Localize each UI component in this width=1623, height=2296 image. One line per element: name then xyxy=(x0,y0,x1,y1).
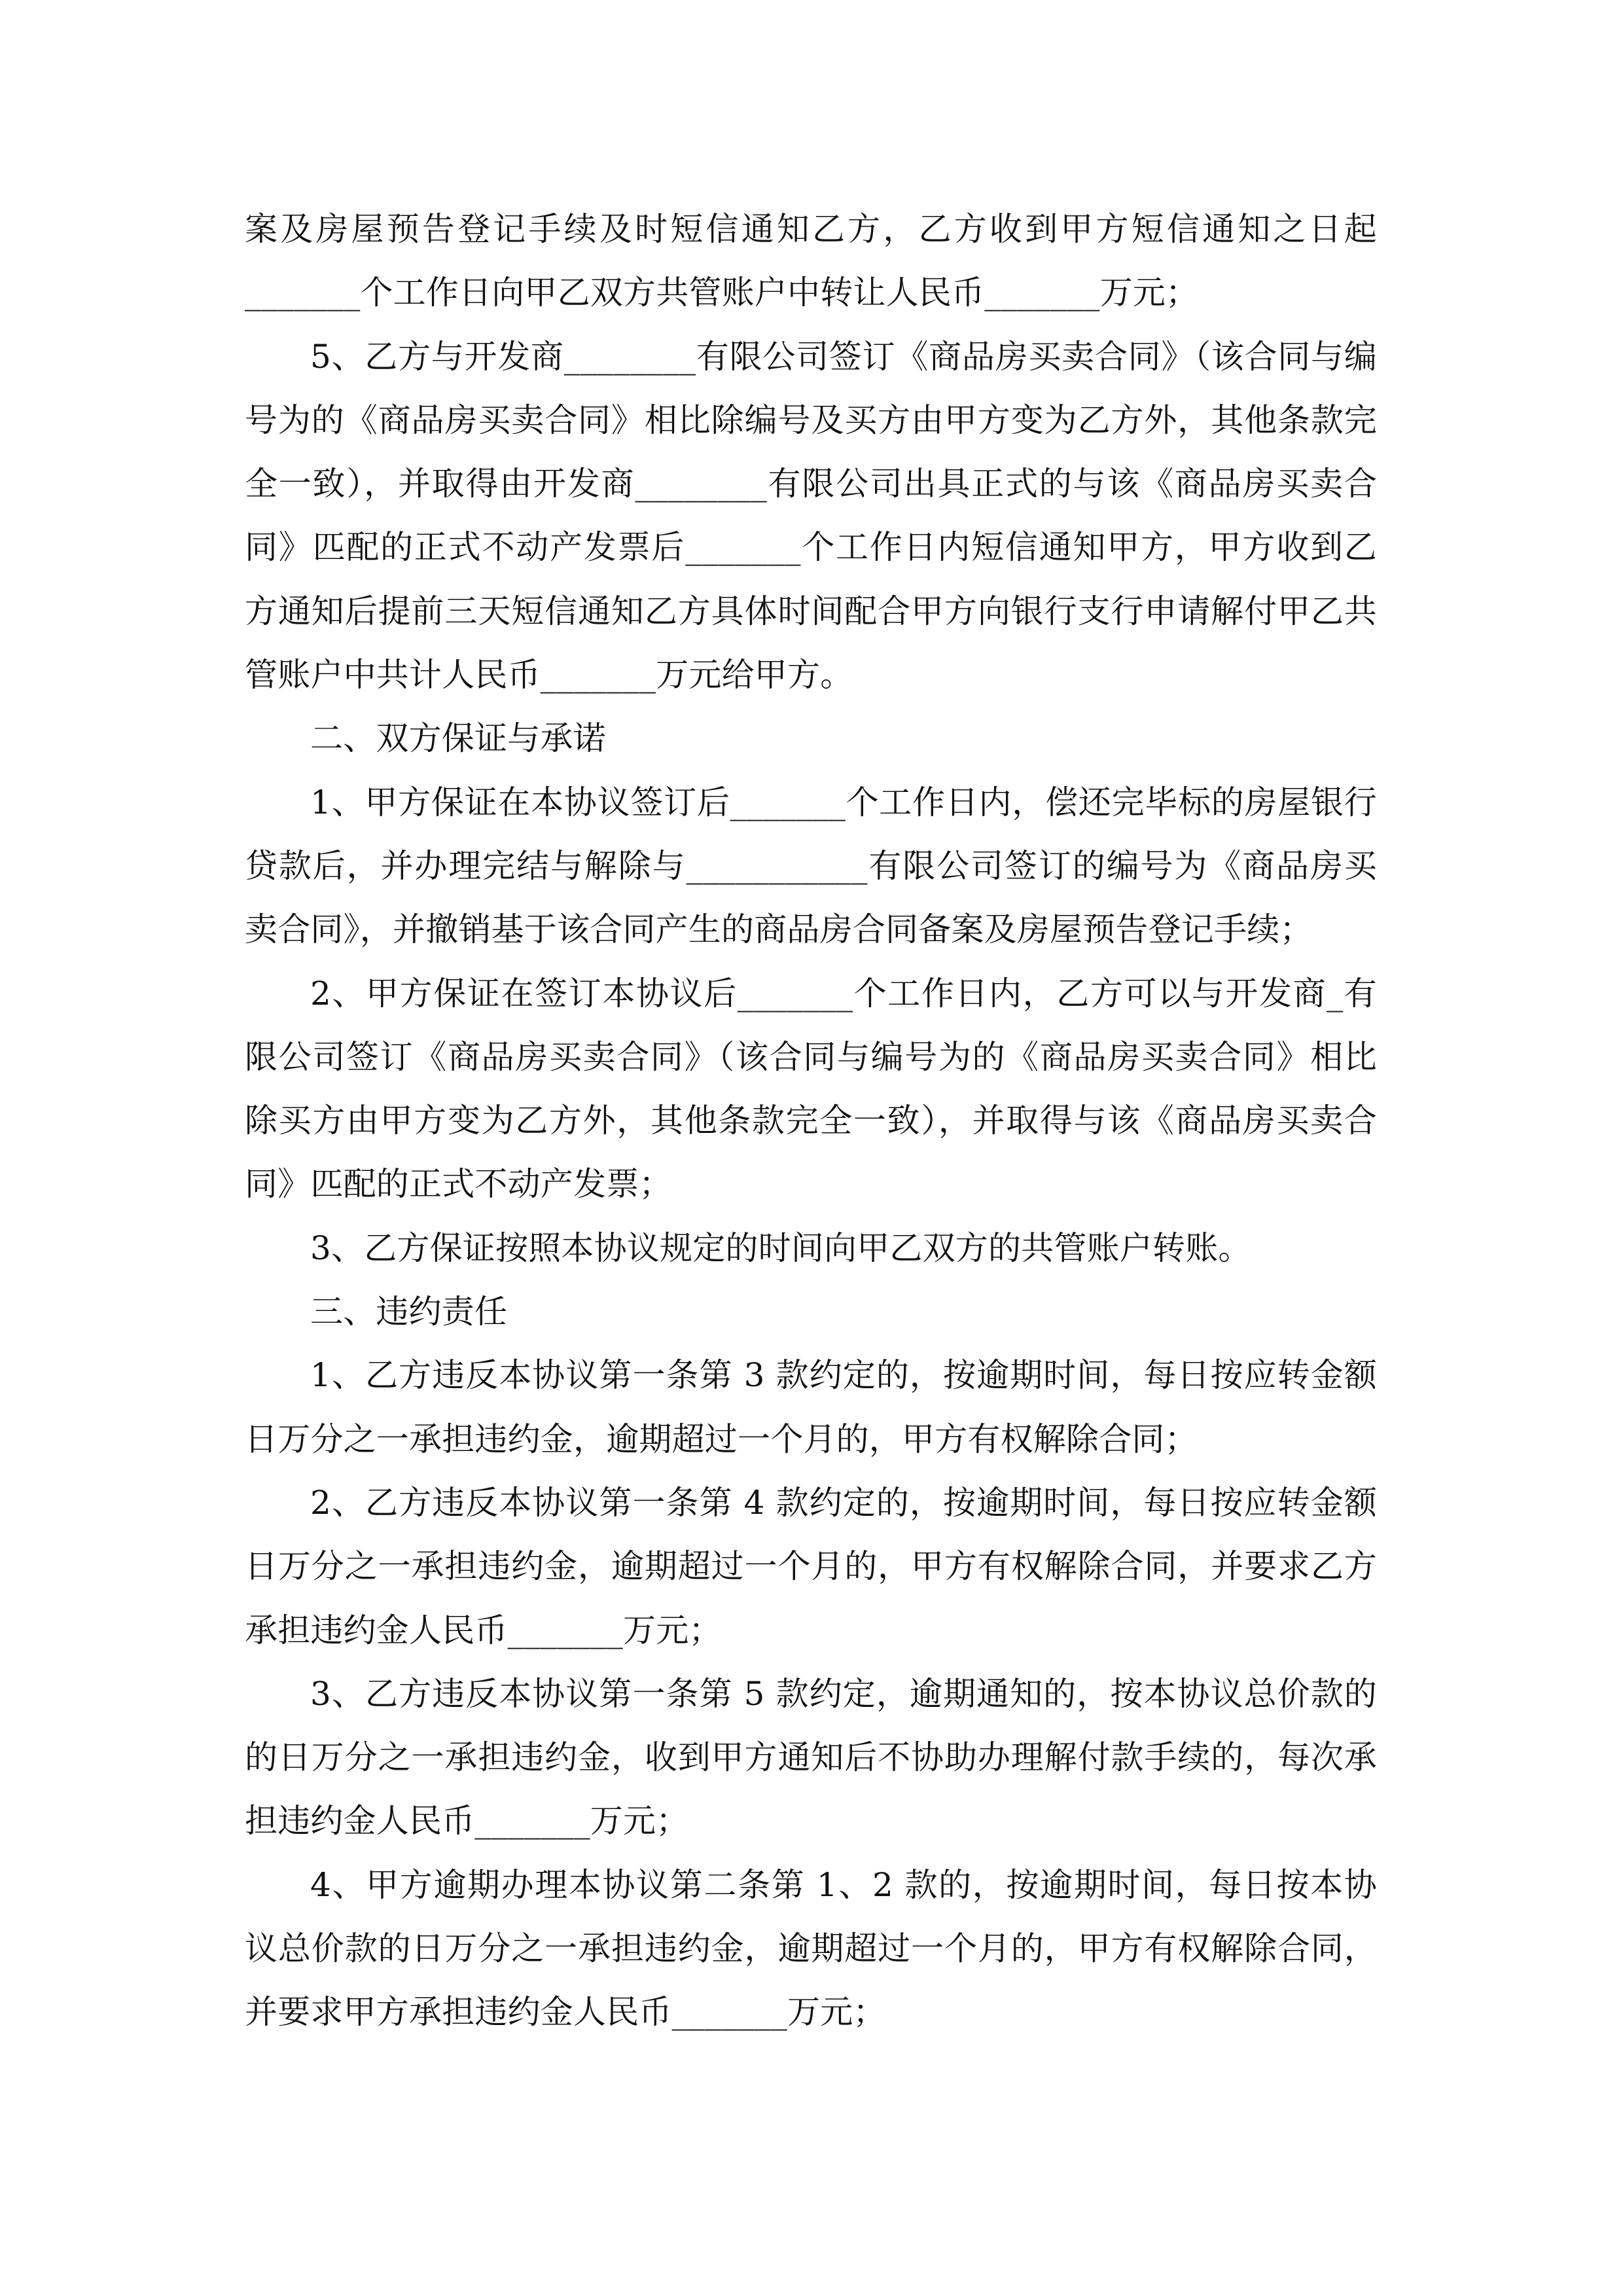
paragraph-continued: 案及房屋预告登记手续及时短信通知乙方，乙方收到甲方短信通知之日起_______个工作日向甲乙双方共管账户中转让人民币_______万元； xyxy=(245,210,1377,312)
document-body xyxy=(245,198,1377,2045)
paragraph-clause-3-4: 4、甲方逾期办理本协议第二条第 1、2 款的，按逾期时间，每日按本协议总价款的日万分之一承担违约金，逾期超过一个月的，甲方有权解除合同，并要求甲方承担违约金人民币_______万元； xyxy=(245,1865,1377,2032)
paragraph-clause-2-1: 1、甲方保证在本协议签订后_______个工作日内，偿还完毕标的房屋银行贷款后，并办理完结与解除与___________有限公司签订的编号为《商品房买卖合同》，并撤销基于该合同产生的商品房合同备案及房屋预告登记手续； xyxy=(245,783,1377,949)
paragraph-clause-2-3: 3、乙方保证按照本协议规定的时间向甲乙双方的共管账户转账。 xyxy=(310,1229,1251,1267)
paragraph-clause-2-2: 2、甲方保证在签订本协议后_______个工作日内，乙方可以与开发商_有限公司签订《商品房买卖合同》（该合同与编号为的《商品房买卖合同》相比除买方由甲方变为乙方外，其他条款完全一致），并取得与该《商品房买卖合同》匹配的正式不动产发票； xyxy=(245,974,1377,1204)
paragraph-clause-3-2: 2、乙方违反本协议第一条第 4 款约定的，按逾期时间，每日按应转金额日万分之一承担违约金，逾期超过一个月的，甲方有权解除合同，并要求乙方承担违约金人民币_______万元； xyxy=(245,1483,1377,1649)
section-heading-3: 三、违约责任 xyxy=(310,1293,508,1331)
paragraph-clause-1-5: 5、乙方与开发商________有限公司签订《商品房买卖合同》（该合同与编号为的《商品房买卖合同》相比除编号及买方由甲方变为乙方外，其他条款完全一致），并取得由开发商________有限公司出具正式的与该《商品房买卖合同》匹配的正式不动产发票后_______个工作日内短信通知甲方，甲方收到乙方通知后提前三天短信通知乙方具体时间配合甲方向银行支行申请解付甲乙共管账户中共计人民币_______万元给甲方。 xyxy=(245,337,1377,694)
section-heading-2: 二、双方保证与承诺 xyxy=(310,719,606,758)
paragraph-clause-3-3: 3、乙方违反本协议第一条第 5 款约定，逾期通知的，按本协议总价款的的日万分之一承担违约金，收到甲方通知后不协助办理解付款手续的，每次承担违约金人民币_______万元； xyxy=(245,1674,1377,1840)
paragraph-clause-3-1: 1、乙方违反本协议第一条第 3 款约定的，按逾期时间，每日按应转金额日万分之一承担违约金，逾期超过一个月的，甲方有权解除合同； xyxy=(245,1356,1377,1458)
